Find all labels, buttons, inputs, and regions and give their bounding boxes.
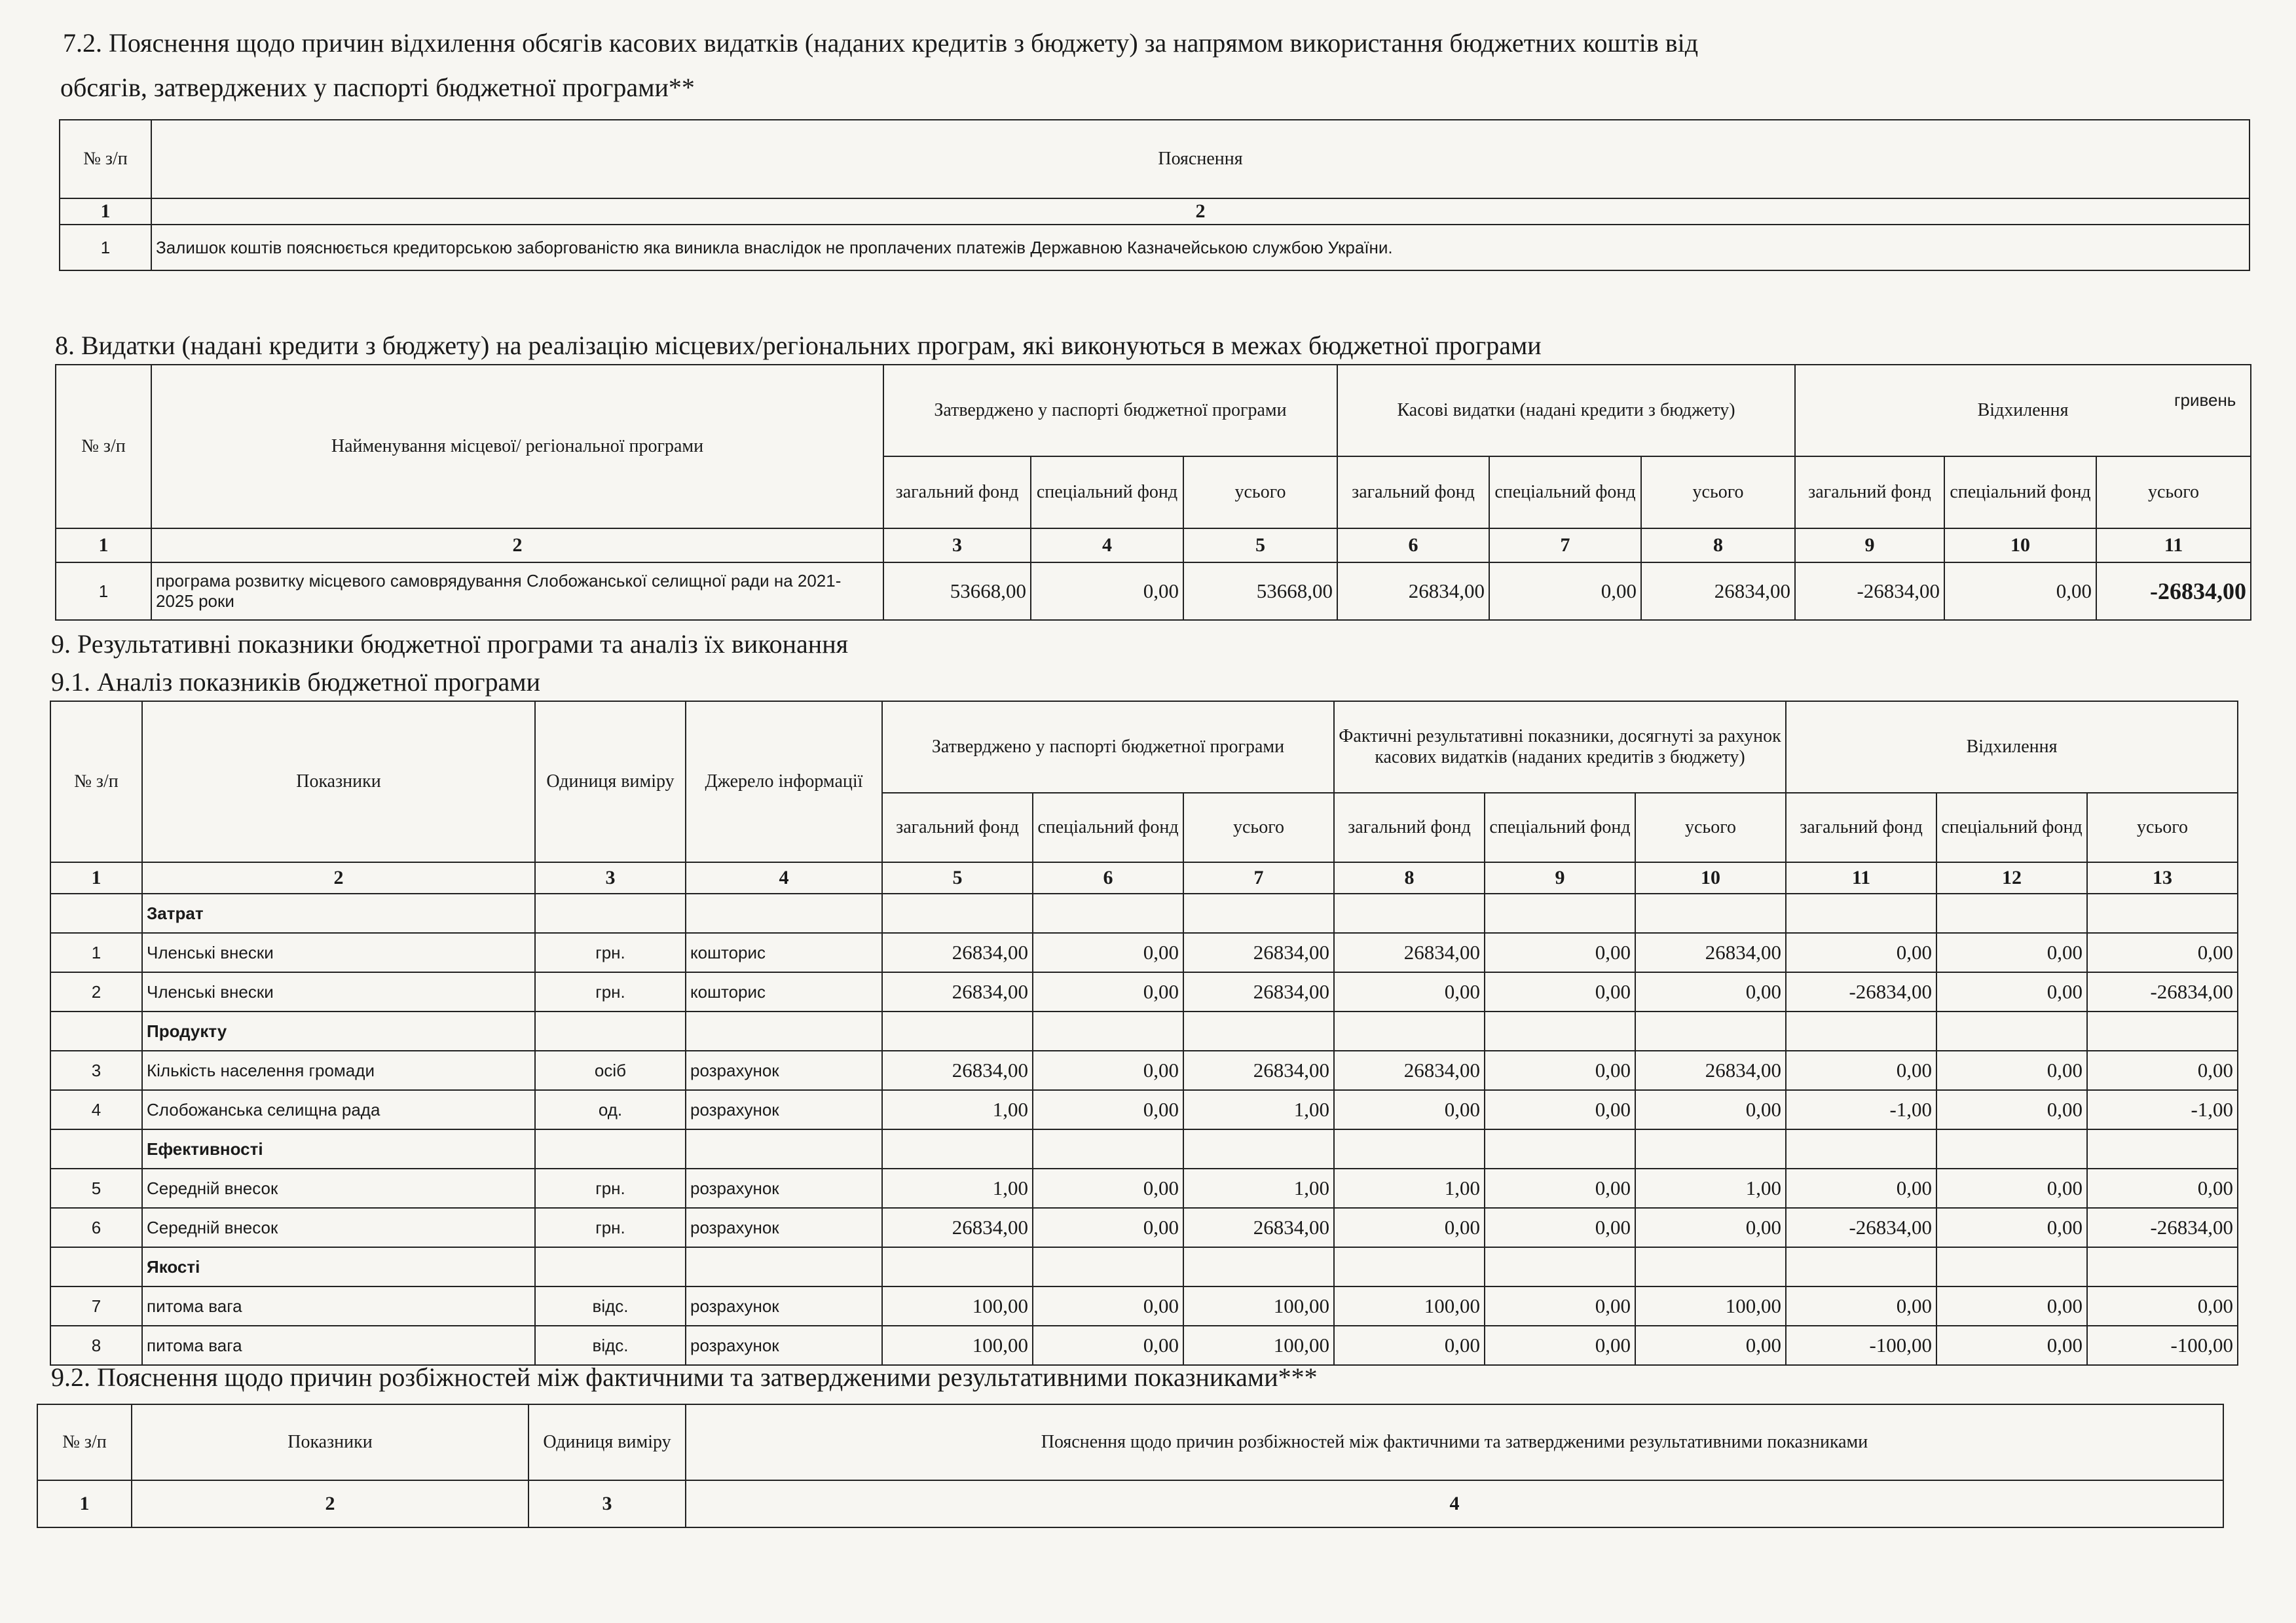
col-header-general: загальний фонд <box>1334 793 1485 862</box>
value-cell: 0,00 <box>1031 562 1183 620</box>
blank-cell <box>50 1247 142 1286</box>
col-header-general: загальний фонд <box>883 456 1031 528</box>
colnum: 8 <box>1334 862 1485 894</box>
indicator-name: Членські внески <box>142 933 535 972</box>
value-cell: -26834,00 <box>1786 972 1936 1012</box>
colnum: 4 <box>1031 528 1183 562</box>
value-cell: 53668,00 <box>1183 562 1337 620</box>
blank-cell <box>1786 1012 1936 1051</box>
col-header-actual: Фактичні результативні показники, досягнуті за рахунок касових видатків (наданих кредитів з бюджету) <box>1334 701 1786 793</box>
colnum: 9 <box>1795 528 1944 562</box>
unit-cell: од. <box>535 1090 686 1129</box>
col-header-explanation: Пояснення щодо причин розбіжностей між фактичними та затвердженими результативними показниками <box>686 1404 2223 1480</box>
blank-cell <box>1334 894 1485 933</box>
blank-cell <box>2087 1129 2238 1169</box>
colnum: 4 <box>686 1480 2223 1527</box>
value-cell: 0,00 <box>1334 1090 1485 1129</box>
programs-table <box>55 364 2251 621</box>
blank-cell <box>50 1129 142 1169</box>
program-name: програма розвитку місцевого самоврядування Слобожанської селищної ради на 2021-2025 роки <box>151 562 883 620</box>
blank-cell <box>1033 1247 1183 1286</box>
value-cell: 0,00 <box>1033 1286 1183 1326</box>
colnum: 9 <box>1485 862 1635 894</box>
value-cell: 0,00 <box>1936 1208 2087 1247</box>
value-cell: 0,00 <box>1936 972 2087 1012</box>
value-cell: 0,00 <box>1485 1326 1635 1365</box>
row-number: 7 <box>50 1286 142 1326</box>
table-row <box>50 972 2238 1012</box>
col-header-total: усього <box>1183 793 1334 862</box>
col-header-general: загальний фонд <box>882 793 1033 862</box>
col-header-special: спеціальний фонд <box>1485 793 1635 862</box>
section-8-title: 8. Видатки (надані кредити з бюджету) на реалізацію місцевих/регіональних програм, які виконуються в межах бюджетної програми <box>55 331 1542 360</box>
value-cell: 0,00 <box>1033 1326 1183 1365</box>
blank-cell <box>1936 1012 2087 1051</box>
blank-cell <box>535 1247 686 1286</box>
section-9-title: 9. Результативні показники бюджетної програми та аналіз їх виконання <box>51 629 849 659</box>
blank-cell <box>882 1012 1033 1051</box>
col-header-no: № з/п <box>37 1404 132 1480</box>
col-header-special: спеціальний фонд <box>1944 456 2096 528</box>
group-row <box>50 1129 2238 1169</box>
blank-cell <box>1485 1012 1635 1051</box>
blank-cell <box>535 1129 686 1169</box>
blank-cell <box>1334 1012 1485 1051</box>
col-header-special: спеціальний фонд <box>1031 456 1183 528</box>
value-cell: 1,00 <box>1183 1169 1334 1208</box>
row-number: 3 <box>50 1051 142 1090</box>
value-cell: 26834,00 <box>1334 933 1485 972</box>
blank-cell <box>882 1129 1033 1169</box>
value-cell: 0,00 <box>1033 972 1183 1012</box>
value-cell: 0,00 <box>1489 562 1641 620</box>
value-cell: 26834,00 <box>1183 1051 1334 1090</box>
value-cell: 0,00 <box>2087 933 2238 972</box>
blank-cell <box>1786 894 1936 933</box>
unit-cell: грн. <box>535 972 686 1012</box>
table-row <box>50 1051 2238 1090</box>
col-header-source: Джерело інформації <box>686 701 882 862</box>
colnum: 10 <box>1635 862 1786 894</box>
value-cell: 0,00 <box>1944 562 2096 620</box>
blank-cell <box>2087 894 2238 933</box>
colnum: 11 <box>2096 528 2251 562</box>
col-header-deviation: Відхилення <box>1795 365 2251 456</box>
value-cell: 100,00 <box>1183 1326 1334 1365</box>
col-header-special: спеціальний фонд <box>1489 456 1641 528</box>
blank-cell <box>686 1129 882 1169</box>
row-number: 1 <box>50 933 142 972</box>
value-cell: -26834,00 <box>1786 1208 1936 1247</box>
col-header-unit: Одиниця виміру <box>535 701 686 862</box>
colnum: 5 <box>882 862 1033 894</box>
source-cell: розрахунок <box>686 1326 882 1365</box>
discrepancy-table <box>37 1404 2224 1528</box>
col-header-explanation: Пояснення <box>151 120 2250 198</box>
group-row <box>50 894 2238 933</box>
section-9-2-title: 9.2. Пояснення щодо причин розбіжностей між фактичними та затвердженими результативними показниками*** <box>51 1362 1318 1392</box>
blank-cell <box>882 894 1033 933</box>
blank-cell <box>1936 1129 2087 1169</box>
colnum: 10 <box>1944 528 2096 562</box>
blank-cell <box>535 1012 686 1051</box>
indicator-name: Кількість населення громади <box>142 1051 535 1090</box>
colnum: 3 <box>883 528 1031 562</box>
value-cell: 26834,00 <box>1635 933 1786 972</box>
colnum: 7 <box>1489 528 1641 562</box>
col-header-general: загальний фонд <box>1337 456 1489 528</box>
value-cell: 0,00 <box>1786 1051 1936 1090</box>
value-cell: 0,00 <box>1485 1051 1635 1090</box>
explanation-text: Залишок коштів пояснюється кредиторською заборгованістю яка виникла внаслідок не проплачених платежів Державною Казначейською службою України. <box>151 225 2250 270</box>
blank-cell <box>1786 1129 1936 1169</box>
blank-cell <box>882 1247 1033 1286</box>
blank-cell <box>686 894 882 933</box>
blank-cell <box>2087 1012 2238 1051</box>
group-label: Затрат <box>142 894 535 933</box>
col-header-deviation: Відхилення <box>1786 701 2238 793</box>
section-9-1-title: 9.1. Аналіз показників бюджетної програми <box>51 667 541 697</box>
group-label: Продукту <box>142 1012 535 1051</box>
colnum: 12 <box>1936 862 2087 894</box>
units-label: гривень <box>2174 390 2236 410</box>
value-cell: 100,00 <box>882 1286 1033 1326</box>
group-label: Ефективності <box>142 1129 535 1169</box>
value-cell: 0,00 <box>1485 972 1635 1012</box>
value-cell: 0,00 <box>1786 1286 1936 1326</box>
blank-cell <box>1033 1012 1183 1051</box>
colnum: 1 <box>37 1480 132 1527</box>
colnum: 11 <box>1786 862 1936 894</box>
source-cell: розрахунок <box>686 1169 882 1208</box>
value-cell: 0,00 <box>1936 933 2087 972</box>
colnum: 13 <box>2087 862 2238 894</box>
unit-cell: грн. <box>535 1169 686 1208</box>
unit-cell: відс. <box>535 1286 686 1326</box>
table-row <box>50 1208 2238 1247</box>
source-cell: розрахунок <box>686 1090 882 1129</box>
colnum: 3 <box>528 1480 686 1527</box>
value-cell: 0,00 <box>1033 1051 1183 1090</box>
source-cell: розрахунок <box>686 1286 882 1326</box>
table-row <box>50 1169 2238 1208</box>
value-cell: 100,00 <box>882 1326 1033 1365</box>
blank-cell <box>1635 1012 1786 1051</box>
value-cell: 26834,00 <box>1635 1051 1786 1090</box>
blank-cell <box>1786 1247 1936 1286</box>
blank-cell <box>1334 1247 1485 1286</box>
blank-cell <box>535 894 686 933</box>
blank-cell <box>1485 1247 1635 1286</box>
value-cell: 0,00 <box>1334 1326 1485 1365</box>
value-cell: 0,00 <box>1334 972 1485 1012</box>
col-header-approved: Затверджено у паспорті бюджетної програми <box>882 701 1334 793</box>
blank-cell <box>50 1012 142 1051</box>
blank-cell <box>1936 894 2087 933</box>
value-cell: 26834,00 <box>1183 933 1334 972</box>
value-cell: 26834,00 <box>882 933 1033 972</box>
value-cell: 0,00 <box>1786 1169 1936 1208</box>
col-header-special: спеціальний фонд <box>1936 793 2087 862</box>
value-cell: 1,00 <box>882 1169 1033 1208</box>
col-header-total: усього <box>1635 793 1786 862</box>
col-header-general: загальний фонд <box>1786 793 1936 862</box>
section-7-2-title-line2: обсягів, затверджених у паспорті бюджетної програми** <box>60 73 695 102</box>
blank-cell <box>1485 894 1635 933</box>
value-cell: 53668,00 <box>883 562 1031 620</box>
indicator-name: питома вага <box>142 1286 535 1326</box>
table-row <box>50 1090 2238 1129</box>
value-cell: 1,00 <box>1183 1090 1334 1129</box>
group-row <box>50 1247 2238 1286</box>
value-cell: 26834,00 <box>1641 562 1795 620</box>
colnum: 2 <box>151 528 883 562</box>
value-cell: 100,00 <box>1334 1286 1485 1326</box>
colnum: 6 <box>1033 862 1183 894</box>
blank-cell <box>1485 1129 1635 1169</box>
col-header-total: усього <box>2096 456 2251 528</box>
blank-cell <box>1183 894 1334 933</box>
section-7-2-title-line1: 7.2. Пояснення щодо причин відхилення обсягів касових видатків (наданих кредитів з бюджету) за напрямом використання бюджетних коштів від <box>63 28 1699 58</box>
blank-cell <box>2087 1247 2238 1286</box>
value-cell: 0,00 <box>1485 1286 1635 1326</box>
unit-cell: осіб <box>535 1051 686 1090</box>
unit-cell: грн. <box>535 933 686 972</box>
col-header-program-name: Найменування місцевої/ регіональної програми <box>151 365 883 528</box>
unit-cell: грн. <box>535 1208 686 1247</box>
col-header-approved: Затверджено у паспорті бюджетної програми <box>883 365 1337 456</box>
value-cell: 1,00 <box>1334 1169 1485 1208</box>
colnum: 2 <box>132 1480 528 1527</box>
value-cell: 0,00 <box>2087 1169 2238 1208</box>
value-cell: 26834,00 <box>882 1208 1033 1247</box>
blank-cell <box>1183 1247 1334 1286</box>
value-cell: 0,00 <box>1033 933 1183 972</box>
col-header-cash: Касові видатки (надані кредити з бюджету) <box>1337 365 1795 456</box>
row-number: 4 <box>50 1090 142 1129</box>
value-cell: 0,00 <box>2087 1286 2238 1326</box>
value-cell: -26834,00 <box>2096 562 2251 620</box>
col-header-unit: Одиниця виміру <box>528 1404 686 1480</box>
colnum: 1 <box>60 198 151 225</box>
col-header-total: усього <box>1641 456 1795 528</box>
col-header-total: усього <box>2087 793 2238 862</box>
blank-cell <box>686 1012 882 1051</box>
value-cell: 0,00 <box>1635 1208 1786 1247</box>
col-header-total: усього <box>1183 456 1337 528</box>
indicators-table <box>50 701 2238 1366</box>
value-cell: 1,00 <box>1635 1169 1786 1208</box>
blank-cell <box>1033 1129 1183 1169</box>
col-header-no: № з/п <box>56 365 151 528</box>
col-header-special: спеціальний фонд <box>1033 793 1183 862</box>
value-cell: 100,00 <box>1183 1286 1334 1326</box>
col-header-general: загальний фонд <box>1795 456 1944 528</box>
value-cell: 1,00 <box>882 1090 1033 1129</box>
value-cell: 0,00 <box>2087 1051 2238 1090</box>
explanation-table <box>59 119 2250 271</box>
source-cell: розрахунок <box>686 1208 882 1247</box>
value-cell: 0,00 <box>1635 972 1786 1012</box>
value-cell: 0,00 <box>1786 933 1936 972</box>
indicator-name: Середній внесок <box>142 1208 535 1247</box>
value-cell: 0,00 <box>1485 1208 1635 1247</box>
value-cell: 26834,00 <box>882 972 1033 1012</box>
indicator-name: Членські внески <box>142 972 535 1012</box>
blank-cell <box>1334 1129 1485 1169</box>
value-cell: -26834,00 <box>2087 972 2238 1012</box>
value-cell: 0,00 <box>1485 1169 1635 1208</box>
colnum: 2 <box>142 862 535 894</box>
blank-cell <box>1183 1012 1334 1051</box>
value-cell: 0,00 <box>1033 1208 1183 1247</box>
value-cell: 26834,00 <box>882 1051 1033 1090</box>
row-number: 8 <box>50 1326 142 1365</box>
row-number: 1 <box>60 225 151 270</box>
row-number: 6 <box>50 1208 142 1247</box>
value-cell: -26834,00 <box>2087 1208 2238 1247</box>
value-cell: 26834,00 <box>1183 972 1334 1012</box>
value-cell: 0,00 <box>1635 1090 1786 1129</box>
blank-cell <box>1033 894 1183 933</box>
colnum: 5 <box>1183 528 1337 562</box>
value-cell: -1,00 <box>1786 1090 1936 1129</box>
value-cell: -100,00 <box>1786 1326 1936 1365</box>
value-cell: 26834,00 <box>1334 1051 1485 1090</box>
value-cell: 0,00 <box>1033 1090 1183 1129</box>
value-cell: 100,00 <box>1635 1286 1786 1326</box>
row-number: 5 <box>50 1169 142 1208</box>
blank-cell <box>1635 1247 1786 1286</box>
col-header-no: № з/п <box>50 701 142 862</box>
source-cell: розрахунок <box>686 1051 882 1090</box>
group-row <box>50 1012 2238 1051</box>
table-row <box>50 1286 2238 1326</box>
indicator-name: Слобожанська селищна рада <box>142 1090 535 1129</box>
indicator-name: питома вага <box>142 1326 535 1365</box>
group-label: Якості <box>142 1247 535 1286</box>
table-row <box>50 1326 2238 1365</box>
value-cell: 26834,00 <box>1337 562 1489 620</box>
source-cell: кошторис <box>686 933 882 972</box>
value-cell: -26834,00 <box>1795 562 1944 620</box>
value-cell: 0,00 <box>1485 933 1635 972</box>
unit-cell: відс. <box>535 1326 686 1365</box>
source-cell: кошторис <box>686 972 882 1012</box>
indicator-name: Середній внесок <box>142 1169 535 1208</box>
colnum: 1 <box>56 528 151 562</box>
colnum: 8 <box>1641 528 1795 562</box>
colnum: 2 <box>151 198 2250 225</box>
col-header-indicators: Показники <box>132 1404 528 1480</box>
blank-cell <box>1183 1129 1334 1169</box>
blank-cell <box>1936 1247 2087 1286</box>
colnum: 3 <box>535 862 686 894</box>
colnum: 7 <box>1183 862 1334 894</box>
value-cell: 0,00 <box>1635 1326 1786 1365</box>
blank-cell <box>1635 894 1786 933</box>
colnum: 4 <box>686 862 882 894</box>
col-header-indicators: Показники <box>142 701 535 862</box>
col-header-no: № з/п <box>60 120 151 198</box>
colnum: 6 <box>1337 528 1489 562</box>
value-cell: 0,00 <box>1033 1169 1183 1208</box>
value-cell: 26834,00 <box>1183 1208 1334 1247</box>
blank-cell <box>1635 1129 1786 1169</box>
value-cell: 0,00 <box>1936 1169 2087 1208</box>
row-number: 1 <box>56 562 151 620</box>
value-cell: 0,00 <box>1936 1286 2087 1326</box>
value-cell: -1,00 <box>2087 1090 2238 1129</box>
value-cell: 0,00 <box>1334 1208 1485 1247</box>
value-cell: 0,00 <box>1936 1051 2087 1090</box>
value-cell: 0,00 <box>1485 1090 1635 1129</box>
value-cell: -100,00 <box>2087 1326 2238 1365</box>
blank-cell <box>686 1247 882 1286</box>
value-cell: 0,00 <box>1936 1326 2087 1365</box>
value-cell: 0,00 <box>1936 1090 2087 1129</box>
table-row <box>50 933 2238 972</box>
colnum: 1 <box>50 862 142 894</box>
row-number: 2 <box>50 972 142 1012</box>
blank-cell <box>50 894 142 933</box>
